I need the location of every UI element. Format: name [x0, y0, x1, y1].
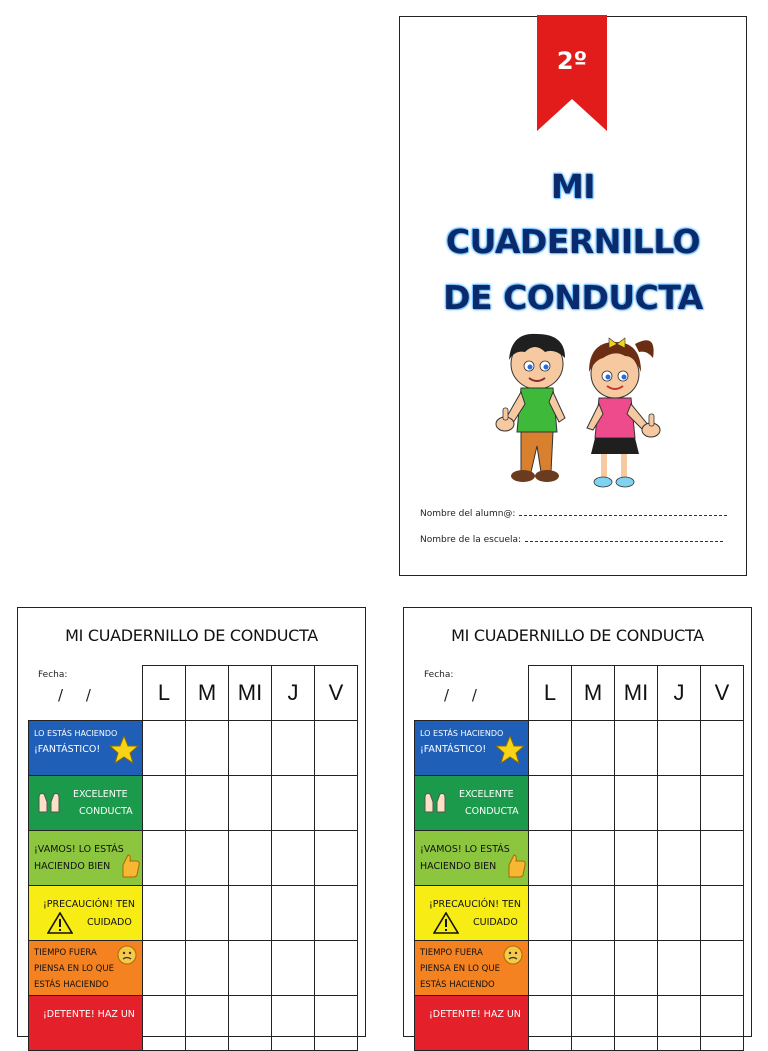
grid-header-row [415, 666, 744, 721]
grid-cell[interactable] [701, 886, 744, 941]
row-label-caution [29, 886, 143, 941]
grid-cell[interactable] [658, 831, 701, 886]
grid-cell[interactable] [272, 996, 315, 1051]
row-label-line: ¡DETENTE! HAZ UN [43, 1009, 135, 1020]
grid-cell[interactable] [315, 776, 358, 831]
girl-figure [587, 338, 660, 487]
grid-cell[interactable] [186, 886, 229, 941]
grid-cell[interactable] [658, 776, 701, 831]
cover-title-line1: MI [550, 167, 596, 206]
school-name-label: Nombre de la escuela: [420, 535, 522, 545]
grid-cell[interactable] [615, 886, 658, 941]
boy-figure [496, 334, 565, 482]
table-row [29, 721, 358, 776]
grid-cell[interactable] [701, 941, 744, 996]
grid-cell[interactable] [615, 721, 658, 776]
grid-cell[interactable] [186, 721, 229, 776]
row-label-fantastic [29, 721, 143, 776]
grid-cell[interactable] [229, 996, 272, 1051]
date-slashes: / / [58, 686, 91, 704]
grid-cell[interactable] [143, 776, 186, 831]
row-label-line: LO ESTÁS HACIENDO [420, 729, 504, 738]
day-wednesday: MI [615, 666, 658, 721]
row-label-line: ¡VAMOS! LO ESTÁS [420, 844, 510, 855]
sad-face-icon [117, 945, 137, 965]
day-tuesday: M [186, 666, 229, 721]
row-label-line: EXCELENTE [459, 789, 514, 800]
grid-cell[interactable] [615, 776, 658, 831]
row-label-line: ESTÁS HACIENDO [420, 980, 495, 990]
grid-cell[interactable] [529, 886, 572, 941]
grid-cell[interactable] [229, 831, 272, 886]
table-row [415, 776, 744, 831]
grid-cell[interactable] [572, 721, 615, 776]
sheet-title: MI CUADERNILLO DE CONDUCTA [65, 626, 318, 645]
row-label-line: LO ESTÁS HACIENDO [34, 729, 118, 738]
grid-cell[interactable] [701, 831, 744, 886]
row-label-line: CONDUCTA [79, 806, 133, 817]
thumbs-up-icon [119, 853, 141, 879]
row-label-line: EXCELENTE [73, 789, 128, 800]
grid-cell[interactable] [315, 941, 358, 996]
warning-icon [47, 912, 73, 934]
table-row [415, 941, 744, 996]
grid-cell[interactable] [529, 721, 572, 776]
grid-cell[interactable] [658, 886, 701, 941]
grid-cell[interactable] [529, 831, 572, 886]
grid-cell[interactable] [529, 996, 572, 1051]
grid-cell[interactable] [315, 886, 358, 941]
row-label-line: ¡DETENTE! HAZ UN [429, 1009, 521, 1020]
grid-header-row [29, 666, 358, 721]
row-label-fantastic [415, 721, 529, 776]
grid-cell[interactable] [272, 886, 315, 941]
row-label-line: CONDUCTA [465, 806, 519, 817]
table-row [415, 886, 744, 941]
day-thursday: J [272, 666, 315, 721]
row-label-line: ¡FANTÁSTICO! [420, 744, 487, 755]
grid-cell[interactable] [572, 941, 615, 996]
row-label-stop [415, 996, 529, 1051]
grid-cell[interactable] [615, 831, 658, 886]
cover-title-line2: CUADERNILLO [445, 222, 701, 261]
grid-cell[interactable] [229, 941, 272, 996]
day-wednesday: MI [229, 666, 272, 721]
behavior-sheet-right [403, 607, 752, 1037]
grid-cell[interactable] [272, 831, 315, 886]
clapping-hands-icon [421, 788, 449, 816]
grid-cell[interactable] [529, 776, 572, 831]
grid-cell[interactable] [186, 941, 229, 996]
children-thumbs-up-illustration [485, 322, 675, 497]
grid-cell[interactable] [186, 776, 229, 831]
row-label-line: CUIDADO [87, 917, 132, 928]
table-row [29, 886, 358, 941]
table-row [29, 996, 358, 1051]
grid-cell[interactable] [143, 941, 186, 996]
table-row [415, 831, 744, 886]
behavior-sheet-left [17, 607, 366, 1037]
day-friday: V [701, 666, 744, 721]
grid-cell[interactable] [315, 721, 358, 776]
grid-cell[interactable] [229, 721, 272, 776]
grid-cell[interactable] [658, 941, 701, 996]
grid-cell[interactable] [143, 996, 186, 1051]
behavior-grid [28, 665, 358, 1051]
grid-cell[interactable] [572, 996, 615, 1051]
table-row [415, 996, 744, 1051]
row-label-line: ¡FANTÁSTICO! [34, 744, 101, 755]
grid-cell[interactable] [615, 941, 658, 996]
grid-cell[interactable] [143, 721, 186, 776]
grid-cell[interactable] [229, 886, 272, 941]
row-label-excellent [415, 776, 529, 831]
day-tuesday: M [572, 666, 615, 721]
student-name-line [420, 507, 727, 519]
row-label-line: PIENSA EN LO QUE [420, 964, 500, 974]
grid-cell[interactable] [186, 831, 229, 886]
grid-cell[interactable] [229, 776, 272, 831]
grid-cell[interactable] [701, 776, 744, 831]
star-icon [109, 735, 139, 765]
row-label-line: HACIENDO BIEN [420, 861, 497, 872]
clapping-hands-icon [35, 788, 63, 816]
thumbs-up-icon [505, 853, 527, 879]
grid-cell[interactable] [658, 996, 701, 1051]
row-label-time-out [29, 941, 143, 996]
row-label-caution [415, 886, 529, 941]
row-label-time-out [415, 941, 529, 996]
table-row [29, 776, 358, 831]
row-label-line: TIEMPO FUERA [34, 948, 97, 958]
row-label-line: ¡PRECAUCIÓN! TEN [43, 899, 135, 910]
grid-cell[interactable] [701, 996, 744, 1051]
grid-cell[interactable] [272, 721, 315, 776]
table-row [29, 831, 358, 886]
student-name-label: Nombre del alumn@: [420, 509, 516, 519]
grid-cell[interactable] [615, 996, 658, 1051]
grid-cell[interactable] [272, 941, 315, 996]
grid-cell[interactable] [186, 996, 229, 1051]
table-row [29, 941, 358, 996]
school-name-line [420, 533, 723, 545]
grid-cell[interactable] [658, 721, 701, 776]
grid-cell[interactable] [701, 721, 744, 776]
grid-cell[interactable] [529, 941, 572, 996]
row-label-doing-well [415, 831, 529, 886]
row-label-line: ESTÁS HACIENDO [34, 980, 109, 990]
grid-cell[interactable] [272, 776, 315, 831]
grid-cell[interactable] [572, 776, 615, 831]
behavior-grid [414, 665, 744, 1051]
sad-face-icon [503, 945, 523, 965]
grid-cell[interactable] [143, 831, 186, 886]
row-label-line: HACIENDO BIEN [34, 861, 111, 872]
star-icon [495, 735, 525, 765]
row-label-line: ¡VAMOS! LO ESTÁS [34, 844, 124, 855]
day-friday: V [315, 666, 358, 721]
header-spacer [415, 666, 529, 721]
cover-page [399, 16, 747, 576]
row-label-stop [29, 996, 143, 1051]
table-row [415, 721, 744, 776]
grade-label: 2º [556, 47, 588, 75]
row-label-line: CUIDADO [473, 917, 518, 928]
grid-cell[interactable] [315, 831, 358, 886]
row-label-excellent [29, 776, 143, 831]
grid-cell[interactable] [572, 886, 615, 941]
row-label-line: ¡PRECAUCIÓN! TEN [429, 899, 521, 910]
header-spacer [29, 666, 143, 721]
cover-title-line3: DE CONDUCTA [443, 278, 703, 317]
row-label-line: TIEMPO FUERA [420, 948, 483, 958]
row-label-line: PIENSA EN LO QUE [34, 964, 114, 974]
day-monday: L [529, 666, 572, 721]
grid-cell[interactable] [315, 996, 358, 1051]
day-monday: L [143, 666, 186, 721]
grid-cell[interactable] [143, 886, 186, 941]
sheet-title: MI CUADERNILLO DE CONDUCTA [451, 626, 704, 645]
day-thursday: J [658, 666, 701, 721]
date-label: Fecha: [424, 670, 454, 680]
date-slashes: / / [444, 686, 477, 704]
warning-icon [433, 912, 459, 934]
grid-cell[interactable] [572, 831, 615, 886]
row-label-doing-well [29, 831, 143, 886]
date-label: Fecha: [38, 670, 68, 680]
